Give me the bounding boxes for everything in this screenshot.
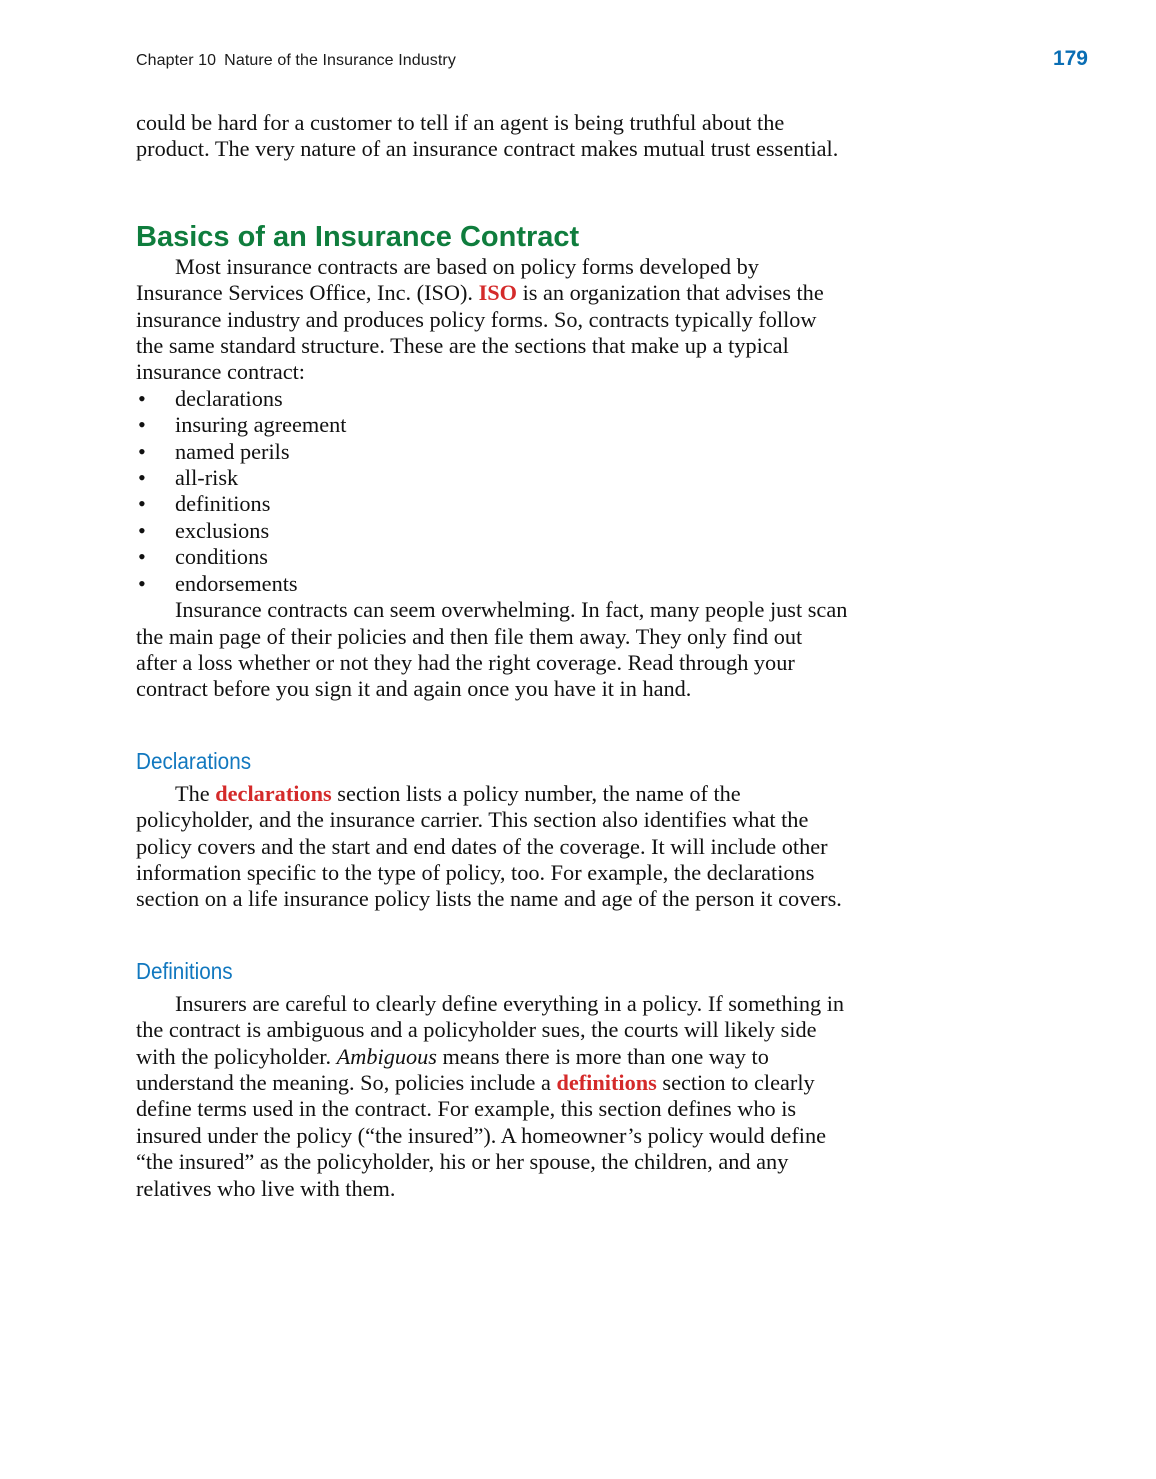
section-heading-declarations: Declarations (136, 747, 252, 774)
basics-paragraph-2: Insurance contracts can seem overwhelming. In fact, many people just scan the main page of their policies and then file them away. They only find out after a loss whether or not they had the right coverage. Read through your contract before you sign it and again once you have it in hand. (136, 597, 848, 702)
bullet-icon: • (138, 412, 146, 438)
bullet-icon: • (138, 570, 146, 596)
list-item-text: named perils (175, 438, 290, 464)
list-item-text: insuring agreement (175, 412, 347, 438)
list-item-text: definitions (175, 491, 271, 517)
text-run: means there is more than one way to understand the meaning. So, policies include a (136, 1043, 769, 1095)
bullet-icon: • (138, 517, 146, 543)
key-term-declarations: declarations (215, 780, 332, 806)
list-item (136, 439, 848, 465)
text-run: section to clearly define terms used in the contract. For example, this section defines who is insured under the policy (“the insured”). A homeowner’s policy would define “the insured” as the policyholder, his or her spouse, the children, and any relatives who live with them. (136, 1069, 826, 1201)
key-term-iso: ISO (478, 280, 517, 306)
contract-sections-list (136, 386, 848, 597)
text-run: Most insurance contracts are based on policy forms developed by Insurance Services Office, Inc. (ISO). (136, 253, 759, 306)
running-head (136, 52, 456, 70)
section-heading-definitions: Definitions (136, 957, 233, 984)
list-item (136, 518, 848, 544)
bullet-icon: • (138, 491, 146, 517)
bullet-icon: • (138, 385, 146, 411)
declarations-paragraph (136, 781, 848, 913)
definitions-paragraph (136, 991, 848, 1202)
list-item-text: declarations (175, 385, 283, 411)
text-run: section lists a policy number, the name of the policyholder, and the insurance carrier. This section also identifies what the policy covers and the start and end dates of the coverage. It will include other information specific to the type of policy, too. For example, the declarations section on a life insurance policy lists the name and age of the person it covers. (136, 780, 842, 912)
list-item (136, 491, 848, 517)
text-run: Insurers are careful to clearly define everything in a policy. If something in the contract is ambiguous and a policyholder sues, the courts will likely side with the policyholder. (136, 990, 845, 1069)
list-item-text: exclusions (175, 517, 270, 543)
list-item-text: endorsements (175, 570, 298, 596)
section-heading-basics: Basics of an Insurance Contract (136, 220, 580, 253)
bullet-icon: • (138, 438, 146, 464)
chapter-number: Chapter 10 (136, 52, 217, 69)
list-item-text: conditions (175, 544, 268, 570)
bullet-icon: • (138, 465, 146, 491)
chapter-title: Nature of the Insurance Industry (224, 52, 456, 69)
page-number: 179 (1052, 47, 1088, 70)
italic-term-ambiguous: Ambiguous (336, 1043, 437, 1069)
basics-paragraph-1 (136, 254, 848, 386)
list-item-text: all-risk (175, 465, 239, 491)
list-item (136, 544, 848, 570)
intro-paragraph: could be hard for a customer to tell if an agent is being truthful about the product. The very nature of an insurance contract makes mutual trust essential. (136, 110, 839, 162)
key-term-definitions: definitions (556, 1069, 657, 1095)
page-body (136, 110, 848, 1202)
list-item (136, 412, 848, 438)
bullet-icon: • (138, 544, 146, 570)
page-header (136, 47, 1088, 74)
list-item (136, 571, 848, 597)
text-run: is an organization that advises the insurance industry and produces policy forms. So, contracts typically follow the same standard structure. These are the sections that make up a typical insurance contract: (136, 280, 824, 385)
list-item (136, 465, 848, 491)
list-item (136, 386, 848, 412)
text-run: The (175, 780, 216, 806)
